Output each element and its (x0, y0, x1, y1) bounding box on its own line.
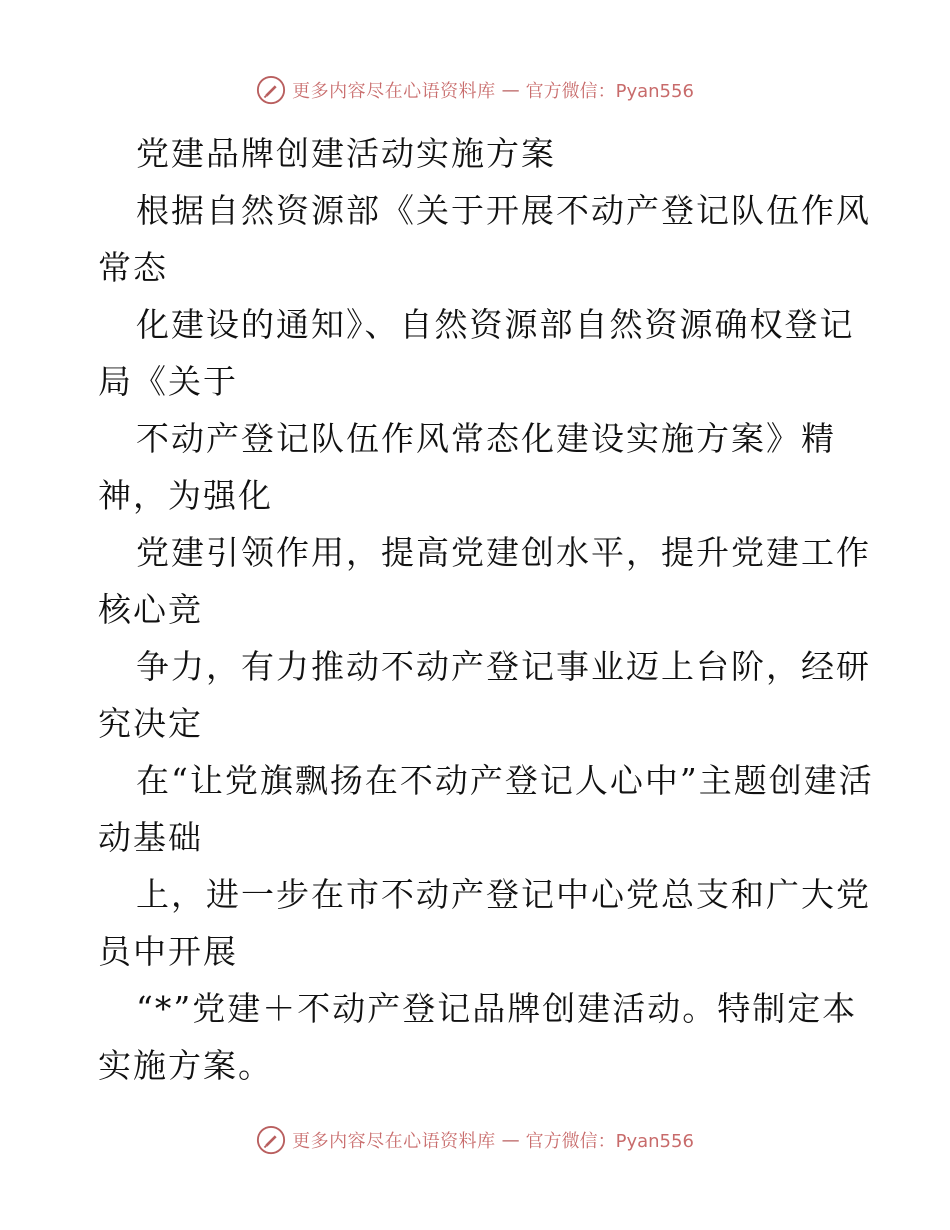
paragraph-3: 不动产登记队伍作风常态化建设实施方案》精神，为强化 (98, 419, 836, 515)
watermark-official-text: 官方微信：Pyan556 (525, 1131, 694, 1152)
watermark-separator: — (501, 79, 520, 101)
paragraph-8: “*”党建＋不动产登记品牌创建活动。特制定本实施方案。 (98, 989, 858, 1085)
paragraph-6: 在“让党旗飘扬在不动产登记人心中”主题创建活动基础 (98, 761, 874, 857)
paragraph-7: 上，进一步在市不动产登记中心党总支和广大党员中开展 (98, 875, 871, 971)
watermark-bottom (0, 1120, 950, 1160)
watermark-text: 更多内容尽在心语资料库 (292, 81, 496, 102)
document-content (98, 125, 888, 1094)
watermark-official-text: 官方微信：Pyan556 (525, 81, 694, 102)
paragraph-2: 化建设的通知》、自然资源部自然资源确权登记局《关于 (98, 305, 855, 401)
watermark-top (0, 70, 950, 110)
watermark-text: 更多内容尽在心语资料库 (292, 1131, 496, 1152)
paragraph-5: 争力，有力推动不动产登记事业迈上台阶，经研究决定 (98, 647, 871, 743)
document-title: 党建品牌创建活动实施方案 (136, 134, 556, 173)
pen-logo-icon (256, 1125, 286, 1155)
paragraph-1: 根据自然资源部《关于开展不动产登记队伍作风常态 (98, 191, 871, 287)
watermark-separator: — (501, 1129, 520, 1151)
pen-logo-icon (256, 75, 286, 105)
paragraph-4: 党建引领作用，提高党建创水平，提升党建工作核心竞 (98, 533, 871, 629)
